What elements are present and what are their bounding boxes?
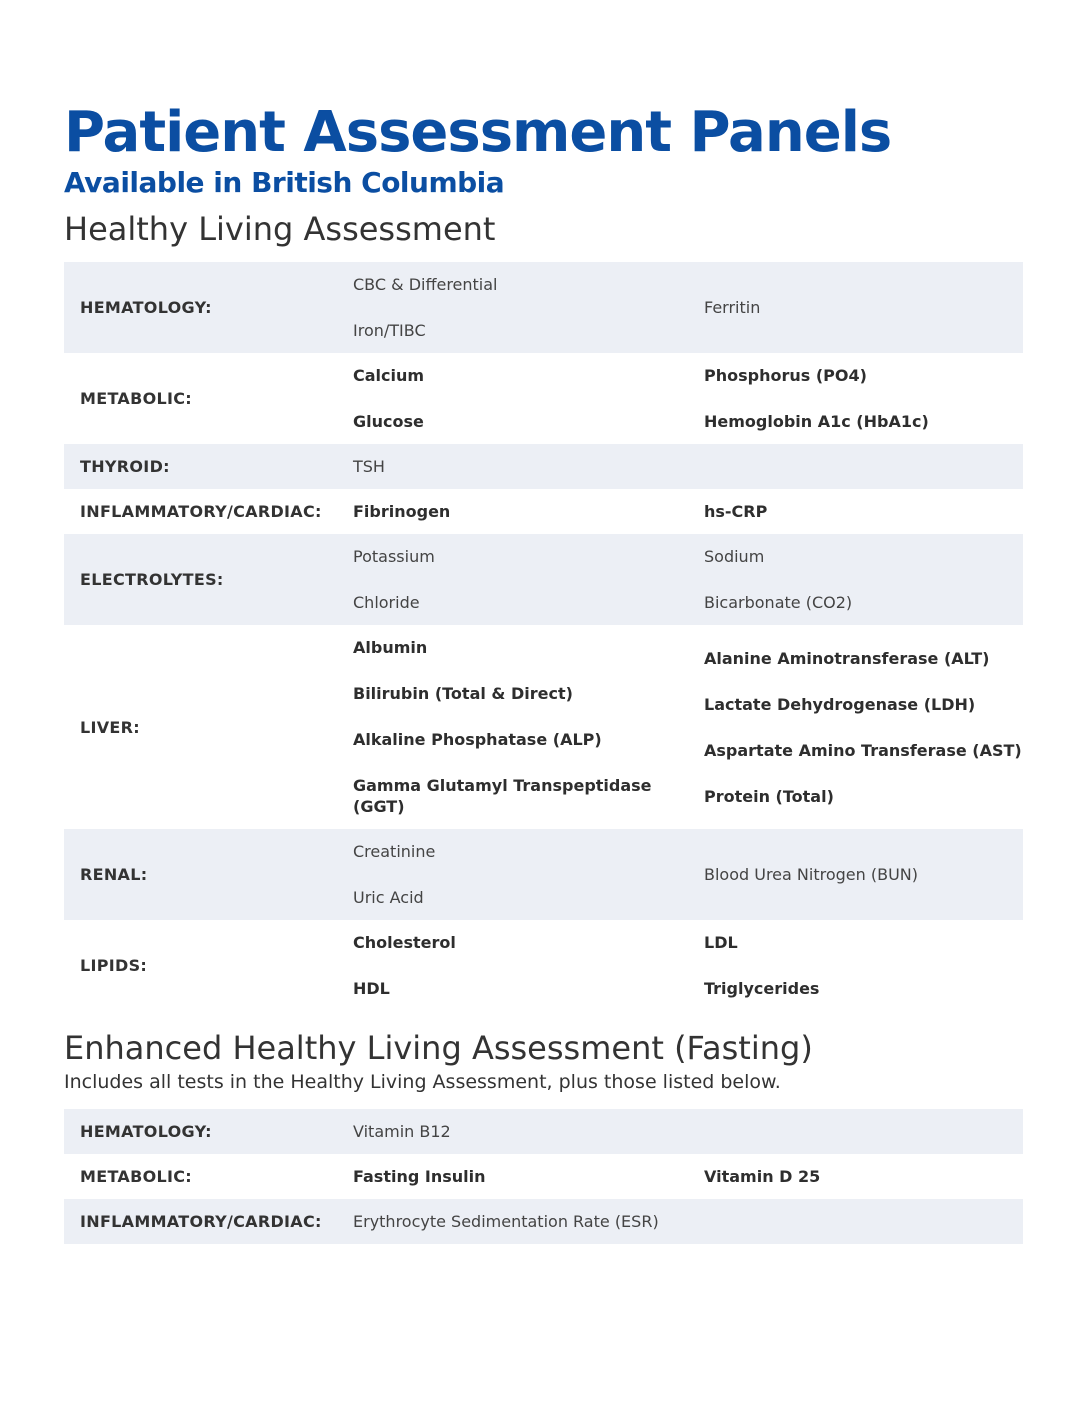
test-item: CBC & Differential xyxy=(353,275,498,294)
table-row xyxy=(64,920,1023,1011)
table-row xyxy=(64,353,1023,444)
test-cell xyxy=(337,534,688,625)
table-row xyxy=(64,534,1023,625)
test-item: Ferritin xyxy=(704,298,761,317)
test-item: Albumin xyxy=(353,638,428,657)
test-item: Cholesterol xyxy=(353,933,456,952)
test-cell xyxy=(688,920,1023,1011)
test-item: Protein (Total) xyxy=(704,786,834,806)
row-category: METABOLIC: xyxy=(80,1167,192,1186)
test-cell xyxy=(688,1154,1023,1199)
test-item: Lactate Dehydrogenase (LDH) xyxy=(704,694,976,714)
test-item: Phosphorus (PO4) xyxy=(704,366,867,385)
test-cell xyxy=(337,829,688,920)
healthy-living-table xyxy=(64,262,1023,1011)
section-title-healthy-living: Healthy Living Assessment xyxy=(64,210,496,248)
row-category: THYROID: xyxy=(64,444,337,489)
test-cell xyxy=(688,625,1023,829)
test-item: Bilirubin (Total & Direct) xyxy=(353,684,573,703)
section-title-enhanced: Enhanced Healthy Living Assessment (Fasting) xyxy=(64,1029,813,1067)
test-cell xyxy=(688,1109,1023,1154)
test-cell xyxy=(337,625,688,829)
table-row xyxy=(64,262,1023,353)
table-row xyxy=(64,1109,1023,1154)
test-cell xyxy=(337,444,688,489)
row-category: HEMATOLOGY: xyxy=(64,262,337,353)
table-row xyxy=(64,625,1023,829)
table-row xyxy=(64,1199,1023,1244)
test-cell xyxy=(337,353,688,444)
test-cell xyxy=(688,534,1023,625)
test-cell xyxy=(337,1199,688,1244)
test-cell xyxy=(688,262,1023,353)
test-item: Vitamin D 25 xyxy=(704,1167,821,1186)
test-item: Fasting Insulin xyxy=(353,1167,486,1186)
test-item: Iron/TIBC xyxy=(353,321,426,340)
row-category: ELECTROLYTES: xyxy=(64,534,337,625)
test-item: Vitamin B12 xyxy=(353,1122,451,1141)
test-item: Uric Acid xyxy=(353,888,424,907)
document-page xyxy=(64,100,1023,1244)
test-cell xyxy=(337,920,688,1011)
row-category: LIVER: xyxy=(80,717,140,737)
table-row xyxy=(64,829,1023,920)
row-category: LIPIDS: xyxy=(80,956,148,975)
test-item: LDL xyxy=(704,933,738,952)
test-item: Blood Urea Nitrogen (BUN) xyxy=(704,865,918,884)
table-row xyxy=(64,444,1023,489)
row-category: INFLAMMATORY/CARDIAC: xyxy=(80,502,322,521)
test-cell xyxy=(688,353,1023,444)
row-category: INFLAMMATORY/CARDIAC: xyxy=(64,1199,337,1244)
test-cell xyxy=(337,489,688,534)
test-item: Bicarbonate (CO2) xyxy=(704,593,853,612)
test-cell xyxy=(688,444,1023,489)
test-item: Alanine Aminotransferase (ALT) xyxy=(704,648,990,668)
row-category: RENAL: xyxy=(64,829,337,920)
test-item: Chloride xyxy=(353,593,420,612)
table-row xyxy=(64,489,1023,534)
test-cell xyxy=(688,489,1023,534)
test-item: Alkaline Phosphatase (ALP) xyxy=(353,730,602,749)
test-cell xyxy=(337,1109,688,1154)
test-cell xyxy=(337,262,688,353)
row-category: METABOLIC: xyxy=(80,389,192,408)
test-cell xyxy=(688,829,1023,920)
test-item: Creatinine xyxy=(353,842,436,861)
test-item: Fibrinogen xyxy=(353,502,451,521)
test-item: TSH xyxy=(353,457,385,476)
test-item: Gamma Glutamyl Transpeptidase (GGT) xyxy=(353,776,652,816)
test-item: hs-CRP xyxy=(704,502,768,521)
test-cell xyxy=(688,1199,1023,1244)
test-item: Calcium xyxy=(353,366,425,385)
row-category: HEMATOLOGY: xyxy=(64,1109,337,1154)
test-item: Sodium xyxy=(704,547,765,566)
test-item: Hemoglobin A1c (HbA1c) xyxy=(704,412,929,431)
test-item: Potassium xyxy=(353,547,435,566)
test-item: Triglycerides xyxy=(704,979,820,998)
test-item: Erythrocyte Sedimentation Rate (ESR) xyxy=(353,1212,659,1231)
enhanced-note: Includes all tests in the Healthy Living Assessment, plus those listed below. xyxy=(64,1071,781,1093)
test-cell xyxy=(337,1154,688,1199)
enhanced-table xyxy=(64,1109,1023,1244)
test-item: Aspartate Amino Transferase (AST) xyxy=(704,740,1022,760)
page-subtitle: Available in British Columbia xyxy=(64,166,505,199)
page-title: Patient Assessment Panels xyxy=(64,100,892,165)
table-row xyxy=(64,1154,1023,1199)
test-item: HDL xyxy=(353,979,390,998)
test-item: Glucose xyxy=(353,412,424,431)
